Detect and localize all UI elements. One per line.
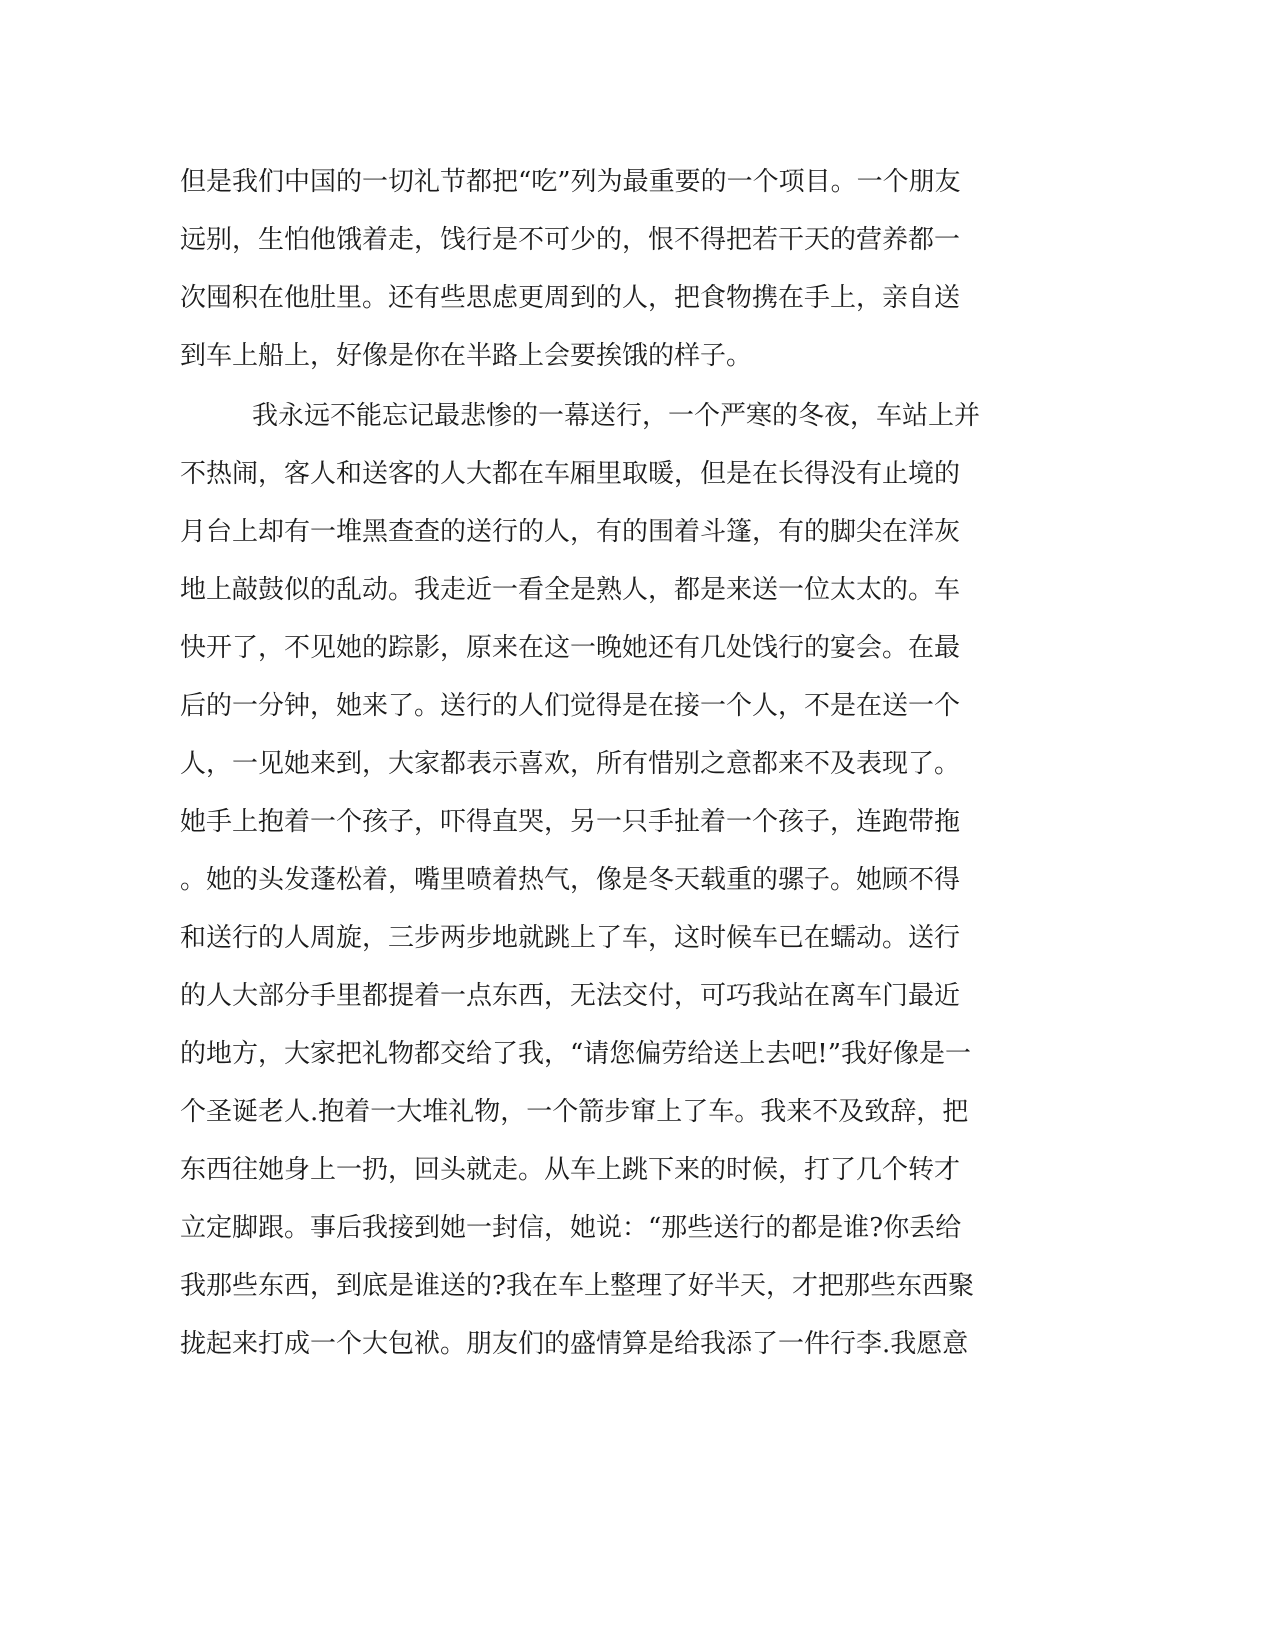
text-line: 她手上抱着一个孩子，吓得直哭，另一只手扯着一个孩子，连跑带拖 (180, 807, 961, 837)
text-line: 个圣诞老人.抱着一大堆礼物，一个箭步窜上了车。我来不及致辞，把 (180, 1097, 969, 1127)
text-line: 人，一见她来到，大家都表示喜欢，所有惜别之意都来不及表现了。 (180, 749, 961, 779)
text-line: 的人大部分手里都提着一点东西，无法交付，可巧我站在离车门最近 (180, 981, 961, 1011)
text-line: 东西往她身上一扔，回头就走。从车上跳下来的时候，打了几个转才 (180, 1155, 961, 1185)
text-line: 。她的头发蓬松着，嘴里喷着热气，像是冬天载重的骡子。她顾不得 (180, 865, 961, 895)
text-line: 我那些东西，到底是谁送的?我在车上整理了好半天，才把那些东西聚 (180, 1271, 974, 1301)
text-line: 次囤积在他肚里。还有些思虑更周到的人，把食物携在手上，亲自送 (180, 283, 961, 313)
text-line: 快开了，不见她的踪影，原来在这一晚她还有几处饯行的宴会。在最 (180, 633, 961, 663)
text-line: 后的一分钟，她来了。送行的人们觉得是在接一个人，不是在送一个 (180, 691, 961, 721)
text-line: 远别，生怕他饿着走，饯行是不可少的，恨不得把若干天的营养都一 (180, 225, 961, 255)
text-line: 到车上船上，好像是你在半路上会要挨饿的样子。 (180, 341, 753, 371)
text-line: 拢起来打成一个大包袱。朋友们的盛情算是给我添了一件行李.我愿意 (180, 1329, 969, 1359)
text-line: 立定脚跟。事后我接到她一封信，她说：“那些送行的都是谁?你丢给 (180, 1213, 962, 1243)
text-line: 但是我们中国的一切礼节都把“吃”列为最重要的一个项目。一个朋友 (180, 167, 961, 197)
text-line: 的地方，大家把礼物都交给了我，“请您偏劳给送上去吧!”我好像是一 (180, 1039, 972, 1069)
text-line: 和送行的人周旋，三步两步地就跳上了车，这时候车已在蠕动。送行 (180, 923, 961, 953)
text-line: 地上敲鼓似的乱动。我走近一看全是熟人，都是来送一位太太的。车 (180, 575, 961, 605)
text-line: 不热闹，客人和送客的人大都在车厢里取暖，但是在长得没有止境的 (180, 459, 961, 489)
text-line: 我永远不能忘记最悲惨的一幕送行，一个严寒的冬夜，车站上并 (252, 401, 981, 431)
text-line: 月台上却有一堆黑查查的送行的人，有的围着斗篷，有的脚尖在洋灰 (180, 517, 961, 547)
